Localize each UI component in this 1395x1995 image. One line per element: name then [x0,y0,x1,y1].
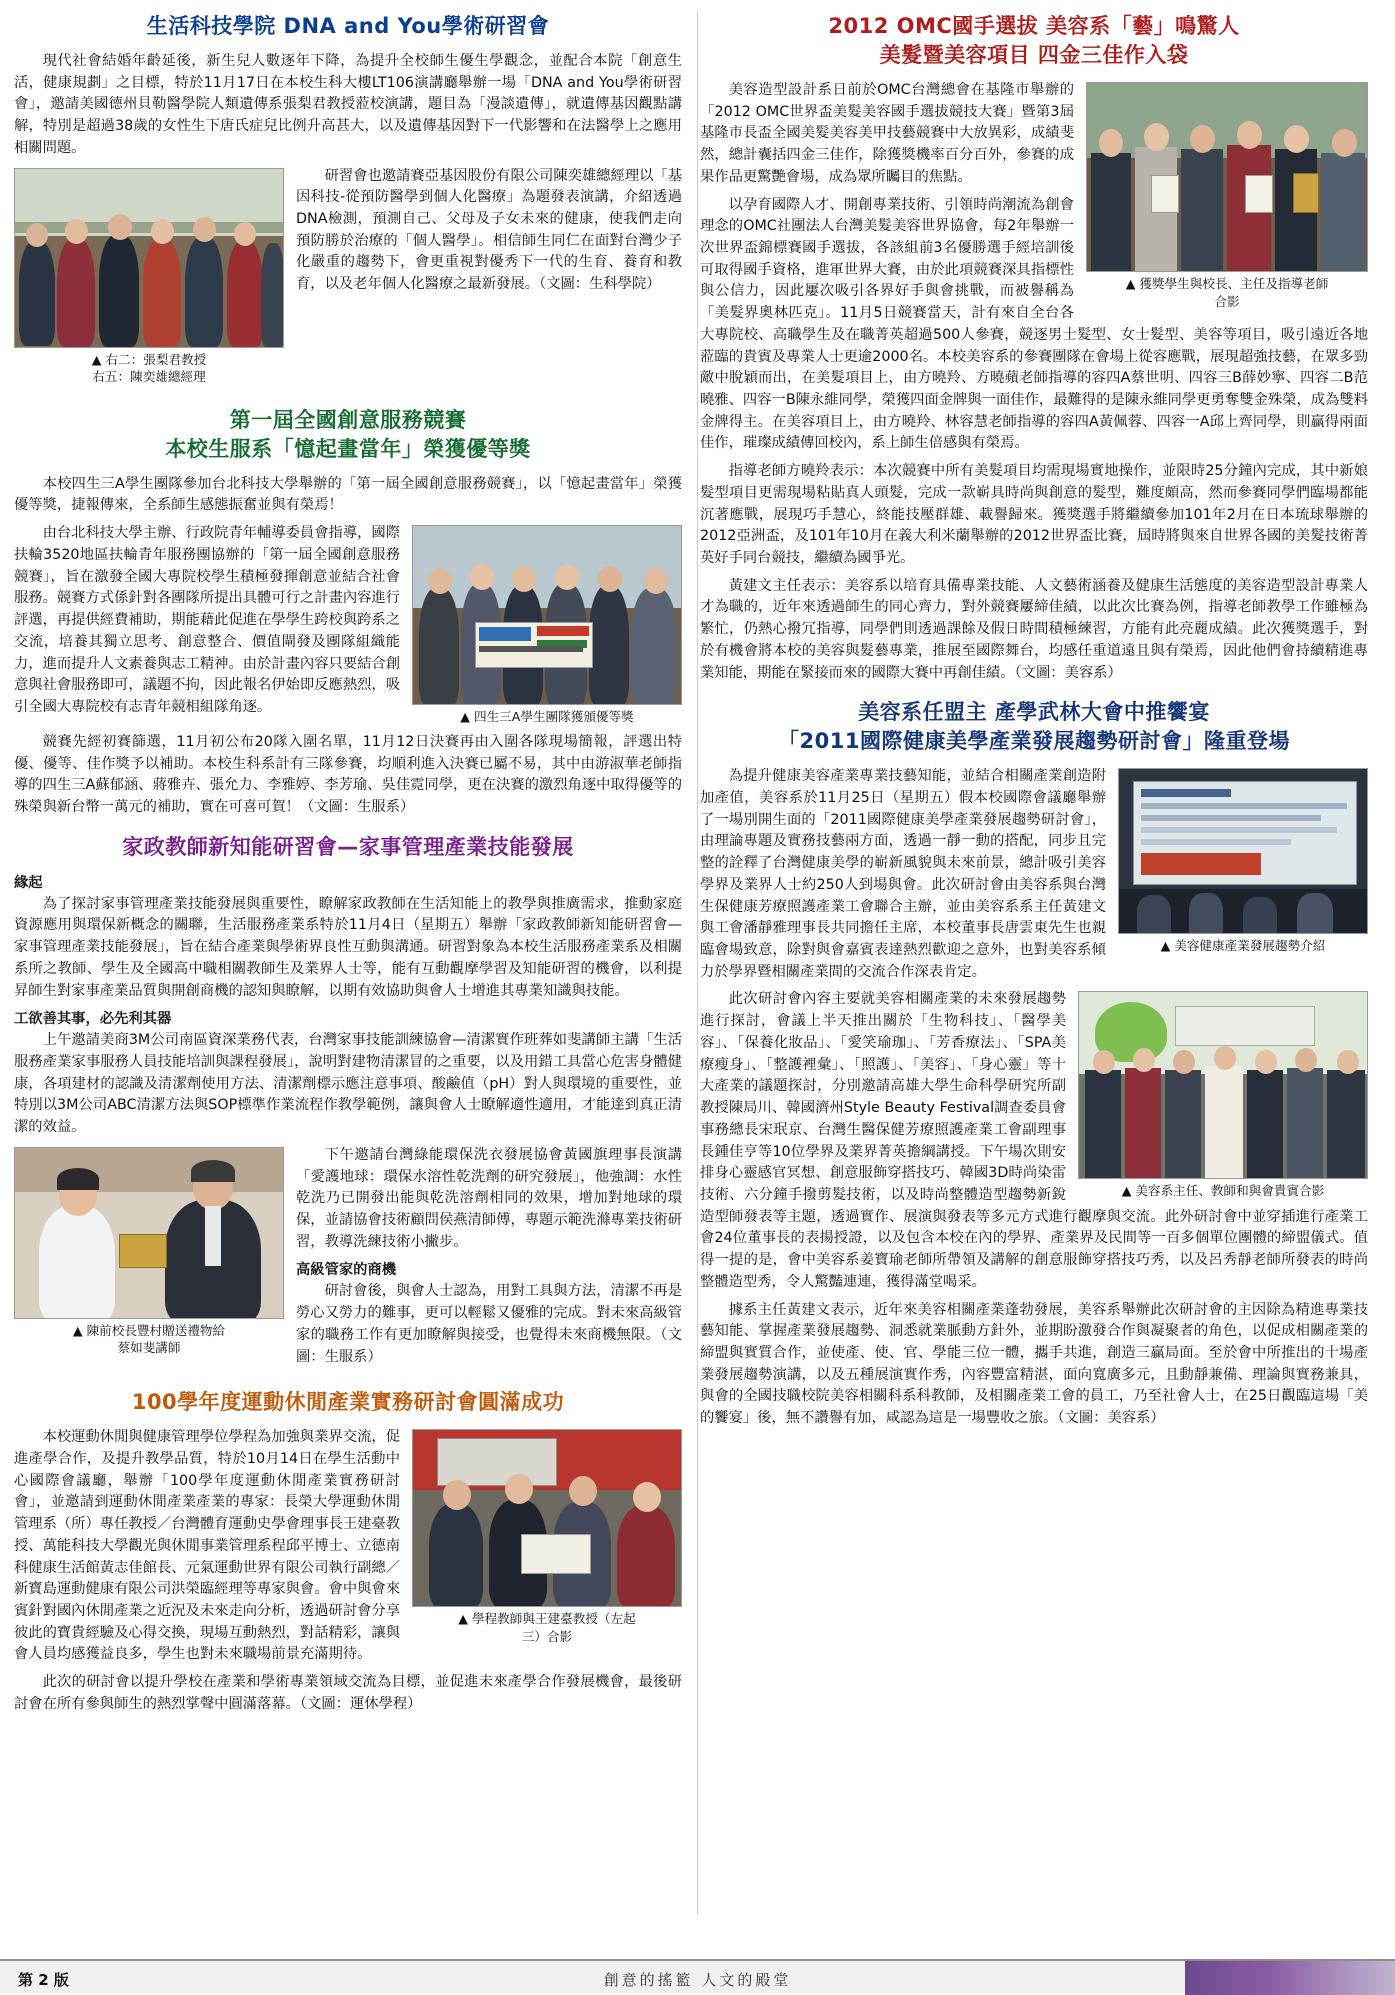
article-paragraph: 研習會也邀請賽亞基因股份有限公司陳奕雄總經理以「基因科技-從預防醫學到個人化醫療」為題發表演講，介紹透過DNA檢測，預測自己、父母及子女未來的健康，使我們走向預防勝於治療的「個人醫學」。相信師生同仁在面對台灣少子化嚴重的趨勢下，會更重視對優秀下一代的生育、養育和教育，以及老年個人化醫療之最新發展。（文圖：生科學院） [296,167,683,293]
article-paragraph: 研討會後，與會人士認為，用對工具與方法，清潔不再是勞心又勞力的難事，更可以輕鬆又優雅的完成。對未來高級管家的職務工作有更加瞭解與接受，也覺得未來商機無限。（文圖：生服系） [296,1283,683,1365]
article-paragraph: 此次的研討會以提升學校在產業和學術專業領域交流為目標，並促進未來產學合作發展機會，最後研討會在所有參與師生的熱烈掌聲中圓滿落幕。（文圖：運休學程） [14,1674,682,1712]
page-footer [0,1959,1395,1993]
article-paragraph: 本校運動休閒與健康管理學位學程為加強與業界交流，促進產學合作，及提升教學品質，特於10月14日在學生活動中心國際會議廳，舉辦「100學年度運動休閒產業實務研討會」，並邀請到運動休閒產業產業的專家：長榮大學運動休閒管理系（所）專任教授／台灣體育運動史學會理事長王建臺教授、萬能科技大學觀光與休閒事業管理系程邱平博士、立德南科健康生活館黃志佳館長、元氣運動世界有限公司執行副總／新寶島運動健康有限公司洪榮臨經理等專家與會。會中與會來賓針對國內休閒產業之近況及未來走向分析，透過研討會分享彼此的寶貴經驗及心得交換，現場互動熱烈，對話精彩，讓與會人員均感獲益良多，學生也對未來職場前景充滿期待。 [14,1429,401,1663]
article-paragraph: 據系主任黃建文表示，近年來美容相關產業蓬勃發展，美容系舉辦此次研討會的主因除為精進專業技藝知能、掌握產業發展趨勢、洞悉就業脈動方針外，並期盼激發合作與凝聚者的角色，以促成相關產業的締盟與實質合作，並使產、使、官、學能三位一體，攜手共進，創造三贏局面。至於會中所推出的十場產業發展趨勢演講，以及五種展演實作秀，內容豐富精湛，面向寬廣多元，且動靜兼備、理論與實務兼具，與會的全國技職校院美容相關科系科教師，及相關產業工會的員工，乃至社會人士，在25日觀臨這場「美的饗宴」後，無不讚譽有加，咸認為這是一場豐收之旅。（文圖：美容系） [700,1301,1368,1427]
figure-caption: ▲ 陳前校長豐村贈送禮物給 蔡如斐講師 [72,1322,226,1356]
article-dna-and-you [14,12,682,392]
article-paragraph: 競賽先經初賽篩選，11月初公布20隊入圍名單，11月12日決賽再由入圍各隊現場簡報，評選出特優、優等、佳作獎予以補助。本校生科系計有三隊參賽，均順利進入決賽已屬不易，其中由游淑華老師指導的四生三A蘇郁涵、蔣雅卉、張允力、李雅婷、李芳瑜、吳佳霓同學，更在決賽的激烈角逐中取得優等的殊榮與新台幣一萬元的補助，實在可喜可賀！（文圖：生服系） [14,733,682,815]
headline-line: 第一屆全國創意服務競賽 [229,407,467,432]
column-divider [697,10,698,1915]
headline-line: 本校生服系「憶起畫當年」榮獲優等獎 [165,436,531,461]
page-title [700,698,1368,756]
workshop-gift-photo [14,1147,284,1319]
figure-beauty-forum-group [1078,991,1368,1200]
figure-omc-award [1086,82,1368,310]
article-paragraph: 由台北科技大學主辦、行政院青年輔導委員會指導，國際扶輪3520地區扶輪青年服務團協辦的「第一屆全國創意服務競賽」，旨在激發全國大專院校學生積極發揮創意並結合社會服務。競賽方式係針對各團隊所提出具體可行之計畫內容進行評選，再提供經費補助，期能藉此促進在學學生跨校與跨系之交流，培養其獨立思考、創意整合、價值閘發及團隊組織能力，進而提升人文素養與志工精神。由於計畫內容只要結合創意與社會服務即可，議題不拘，因此報名伊始即反應熱烈，吸引全國大專院校有志青年競相組隊角逐。 [14,525,401,715]
article-paragraph: 本校四生三A學生團隊參加台北科技大學舉辦的「第一屆全國創意服務競賽」，以「憶起畫當年」榮獲優等獎，捷報傳來，全系師生感態振奮並與有榮焉！ [14,475,682,514]
page-title [14,406,682,464]
article-omc-2012 [700,12,1368,684]
article-paragraph: 為了探討家事管理產業技能發展與重要性，瞭解家政教師在生活知能上的教學與推廣需求，推動家庭資源應用與環保新概念的關聯，生活服務產業系特於11月4日（星期五）舉辦「家政教師新知能研習會—家事管理產業技能發展」，旨在結合產業與學術界良性互動與溝通。研習對象為本校生活服務產業系及相關系所之教師、學生及全國高中職相關教師生及業界人士等，能有互動觀摩學習及知能研習的機會，以利提昇師生對家事產業品質與開創商機的認知與瞭解，以期有效協助與會人士增進其專業知識與技能。 [14,895,682,999]
beauty-forum-group-photo [1078,991,1368,1179]
article-paragraph: 美容造型設計系日前於OMC台灣總會在基隆市舉辦的「2012 OMC世界盃美髮美容國手選拔競技大賽」暨第3屆基隆市長盃全國美髮美容美甲技藝競賽中大放異彩，成績斐然，總計囊括四金三佳作，除獲獎機率百分百外，參賽的成果作品更驚艷會場，成為眾所矚目的焦點。 [700,81,1074,185]
article-sports-leisure-seminar [14,1388,682,1715]
figure-award-ceremony [412,525,682,726]
right-column [700,8,1368,1938]
figure-beauty-forum-presentation [1118,768,1368,955]
article-paragraph: 現代社會結婚年齡延後，新生兒人數逐年下降，為提升全校師生優生學觀念，並配合本院「創意生活，健康規劃」之目標，特於11月17日在本校生科大樓LT106演講廳舉辦一場「DNA and You學術研習會」，邀請美國德州貝勒醫學院人類遺傳系張梨君教授蒞校演講，題目為「漫談遺傳」，就遺傳基因觀點講解，特別是超過38歲的女性生下唐氏症兒比例升高甚大，以及遺傳基因對下一代影響和在法醫學上之應用相關問題。 [14,52,682,156]
figure-caption: ▲ 獲獎學生與校長、主任及指導老師 合影 [1125,275,1329,309]
omc-award-photo [1086,82,1368,272]
figure-workshop-gift [14,1147,284,1357]
headline-line: 「2011國際健康美學產業發展趨勢研討會」隆重登場 [778,729,1290,754]
page-title: 100學年度運動休閒產業實務研討會圓滿成功 [131,1390,565,1415]
section-label: 高級管家的商機 [296,1262,397,1279]
article-home-economics-workshop [14,833,682,1375]
figure-caption: ▲ 美容健康產業發展趨勢介紹 [1160,938,1326,954]
article-paragraph: 黃建文主任表示：美容系以培育具備專業技能、人文藝術涵養及健康生活態度的美容造型設計專業人才為職的，近年來透過師生的同心齊力，對外競賽屢締佳績，以此次比賽為例，指導老師教學工作雖極為繁忙，仍熱心撥冗指導，同學們則透過課餘及假日時間積極練習，方能有此亮麗成績。此次獲獎選手，對於有機會將本校的美容與髮藝專業，推展至國際舞台，均感任重道遠且與有榮焉，因此他們會持續精進專業知能，期能在緊接而來的國際大賽中再創佳績。（文圖：美容系） [700,577,1368,681]
figure-caption: ▲ 學程教師與王建臺教授（左起 三）合影 [458,1611,636,1644]
footer-color-bar [1185,1961,1395,1995]
page-title: 家政教師新知能研習會—家事管理產業技能發展 [122,834,574,859]
article-paragraph: 下午邀請台灣綠能環保洗衣發展協會黃國旗理事長演講「愛護地球：環保水溶性乾洗劑的研究發展」，他強調：水性乾洗乃已開發出能與乾洗溶劑相同的效果，增加對地球的環保，並請協會技術顧問侯燕清師傅，專題示範洗滌專業技術研習，教導洗練技術小撇步。 [296,1146,683,1250]
headline-line: 2012 OMC國手選拔 美容系「藝」鳴驚人 [828,14,1240,38]
figure-caption: ▲ 四生三A學生團隊獲頒優等獎 [460,709,634,725]
page-number: 第 2 版 [18,1971,69,1989]
left-column [14,8,682,1938]
award-ceremony-photo [412,525,682,705]
article-paragraph: 以孕育國際人才、開創專業技術、引領時尚潮流為創會理念的OMC社團法人台灣美髮美容世界協會，每2年舉辦一次世界盃錦標賽國手選拔，各該組前3名優勝選手經培訓後可取得國手資格，進軍世界大賽，由於此項競賽深具指標性與公信力，因此屢次吸引各界好手與會挑戰，而被譽稱為「美髮界奧林匹克」。11月5日競賽當天，計有來自全台各大專院校、高職學生及在職菁英超過500人參賽，競逐男士髮型、女士髮型、美容等項目，吸引遠近各地蒞臨的貴賓及專業人士更逾2000名。本校美容系的參賽團隊在會場上從容應戰，展現超強技藝，在眾多勁敵中脫穎而出，在美髮項目上，由方曉羚、方曉蘋老師指導的容四A蔡世明、四容三B薛妙寧、四容二B范曉雅、四容一B陳永維同學，榮獲四面金牌與一面佳作，最難得的是陳永維同學更勇奪雙金殊榮，成為雙料金牌得主。在美容項目上，由方曉羚、林容慧老師指導的容四A黃佩蓉、四容一A邱上齊同學，則贏得兩面佳作，璀璨成績傳回校內，系上師生倍感與有榮焉。 [700,196,1368,452]
figure-caption: ▲ 美容系主任、教師和與會貴賓合影 [1121,1183,1325,1199]
footer-slogan: 創意的搖籃 人文的殿堂 [603,1971,792,1989]
page-title: 生活科技學院 DNA and You學術研習會 [146,14,550,38]
article-paragraph: 為提升健康美容產業專業技藝知能，並結合相關產業創造附加產值，美容系於11月25日（星期五）假本校國際會議廳舉辦了一場別開生面的「2011國際健康美學產業發展趨勢研討會」，由理論專題及實務技藝兩方面，透過一靜一動的搭配，同步且完整的詮釋了台灣健康美學的嶄新風貌與未來前景，總計吸引美容學界及業界人士約250人到場與會。此次研討會由美容系與台灣生保健康芳療照護產業工會聯合主辦，並由美容系系主任黃建文與工會潘靜雅理事長共同擔任主席，本校董事長唐雲東先生也親臨會場致意，除對與會嘉賓表達熱烈歡迎之意外，也對美容系傾力於學界暨相關產業間的交流合作深表肯定。 [700,768,1106,980]
figure-sports-seminar [412,1429,682,1645]
figure-caption: ▲ 右二：張梨君教授 右五：陳奕雄總經理 [91,351,207,385]
figure-dna-seminar [14,168,284,386]
page-title [700,12,1368,70]
article-creative-service-contest [14,406,682,819]
article-paragraph: 上午邀請美商3M公司南區資深業務代表，台灣家事技能訓練協會—清潔實作班葬如斐講師主講「生活服務產業家事服務人員技能培訓與課程發展」，說明對建物清潔冒的之重要，以及用錯工具當心危害身體健康，各項建材的認識及清潔劑使用方法、清潔劑標示應注意事項、酸鹼值（pH）對人與環境的重要性，並特別以3M公司ABC清潔方法與SOP標準作業流程作教學範例，讓與會人士瞭解適性適用，才能達到真正清潔的效益。 [14,1032,682,1136]
article-paragraph: 此次研討會內容主要就美容相關產業的未來發展趨勢進行探討，會議上半天推出關於「生物科技」、「醫學美容」、「保養化妝品」、「愛笑瑜珈」、「芳香療法」、「SPA美療瘦身」、「整護裡彙」、「照護」、「美容」、「身心靈」等十大產業的議題探討，分別邀請高雄大學生命科學研究所副教授陳局川、韓國濟州Style Beauty Festival調查委員會事務總長宋珉京、台灣生醫保健芳療照護產業工會副理事長鍾佳亨等10位學界及業界菁英擔綱講授。下午場次則安排身心靈感官冥想、創意服飾穿搭技巧、韓國3D時尚染雷技術、六分鐘手撥剪髮技術，以及時尚整體造型趨勢新銳造型師發表等主題，透過實作、展演與發表等多元方式進行觀摩與交流。此外研討會中並穿插進行產業工會24位董事長的表揚授證，以及包含本校在內的學界、產業界及民間等一百多個單位團體的締盟儀式。值得一提的是，會中美容系姜寶瑜老師所帶領及講解的創意服飾穿搭技巧秀，以及呂秀靜老師所發表的時尚整體造型秀，令人驚豔連連，獲得滿堂喝采。 [700,991,1368,1290]
section-label: 工欲善其事，必先利其器 [14,1011,172,1028]
section-label: 緣起 [14,874,43,891]
article-paragraph: 指導老師方曉羚表示：本次競賽中所有美髮項目均需現場實地操作，並限時25分鐘內完成，其中新娘髮型項目更需現場粘貼真人頭髮，完成一款嶄具時尚與創意的髮型，難度頗高，然而參賽同學們臨場都能沉著應戰，展現巧手慧心，終能技壓群雄、載譽歸來。獲獎選手將繼續參加101年2月在日本琉球舉辦的2012亞洲盃，及101年10月在義大利米蘭舉辦的2012世界盃比賽，屆時將與來自世界各國的美髮技術菁英好手同台競技，繼續為國爭光。 [700,463,1368,567]
sports-seminar-photo [412,1429,682,1607]
dna-seminar-group-photo [14,168,284,348]
article-beauty-industry-forum [700,698,1368,1430]
headline-line: 美容系任盟主 產學武林大會中推饗宴 [858,700,1210,725]
beauty-forum-presentation-photo [1118,768,1368,934]
headline-line: 美髮暨美容項目 四金三佳作入袋 [879,42,1189,67]
